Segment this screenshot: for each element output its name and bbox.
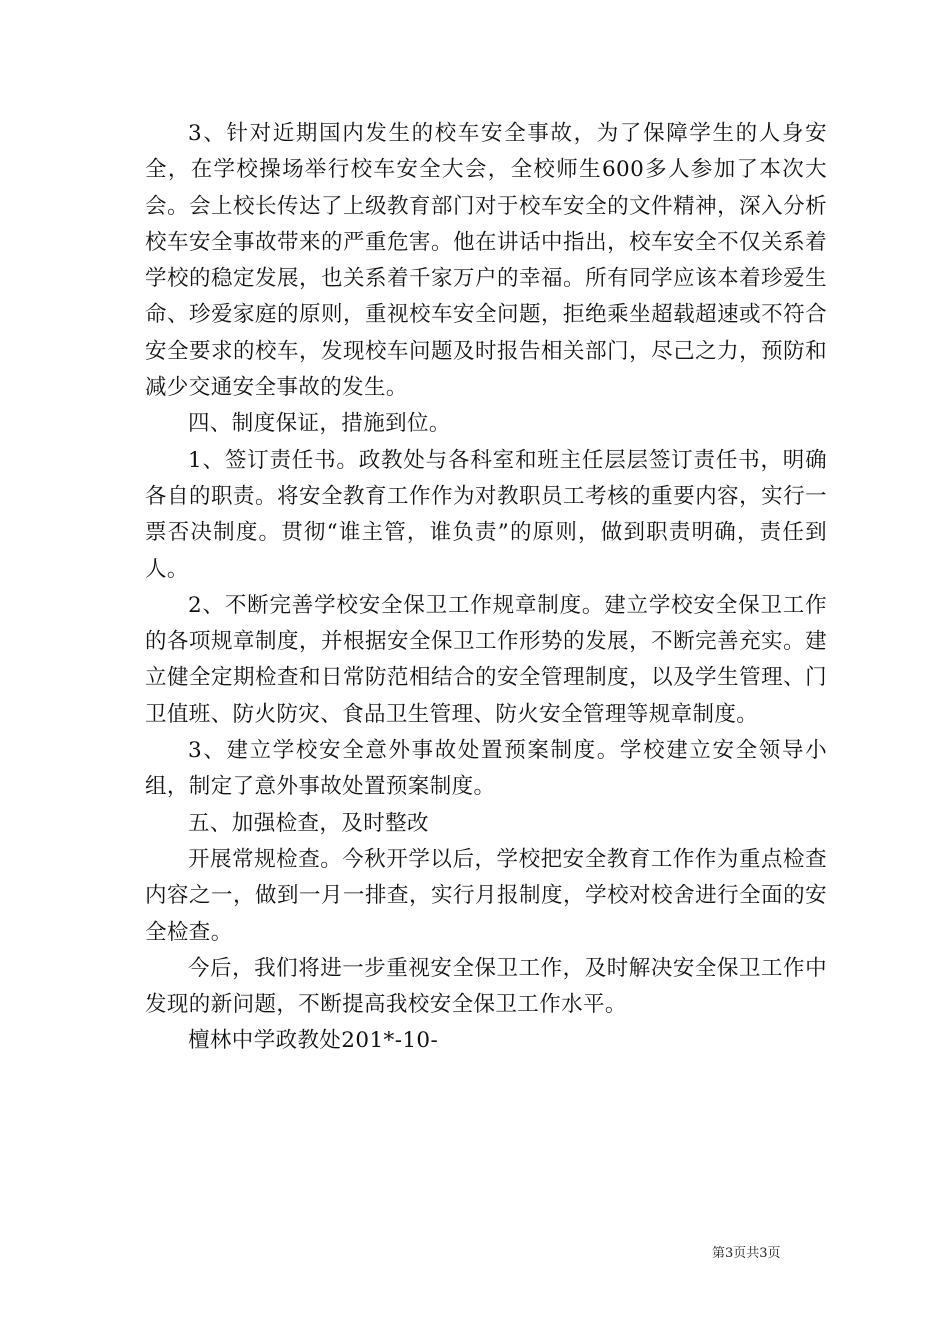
paragraph-routine-inspection: 开展常规检查。今秋开学以后，学校把安全教育工作作为重点检查内容之一，做到一月一排查，实行月报制度，学校对校舍进行全面的安全检查。: [145, 846, 827, 945]
paragraph-responsibility-letter: 1、签订责任书。政教处与各科室和班主任层层签订责任书，明确各自的职责。将安全教育工作作为对教职员工考核的重要内容，实行一票否决制度。贯彻“谁主管，谁负责”的原则，做到职责明确，责任到人。: [145, 447, 827, 582]
paragraph-future-work: 今后，我们将进一步重视安全保卫工作，及时解决安全保卫工作中发现的新问题，不断提高我校安全保卫工作水平。: [145, 955, 827, 1018]
paragraph-school-bus-safety: 3、针对近期国内发生的校车安全事故，为了保障学生的人身安全，在学校操场举行校车安全大会，全校师生600多人参加了本次大会。会上校长传达了上级教育部门对于校车安全的文件精神，深入分析校车安全事故带来的严重危害。他在讲话中指出，校车安全不仅关系着学校的稳定发展，也关系着千家万户的幸福。所有同学应该本着珍爱生命、珍爱家庭的原则，重视校车安全问题，拒绝乘坐超载超速或不符合安全要求的校车，发现校车问题及时报告相关部门，尽己之力，预防和减少交通安全事故的发生。: [145, 121, 827, 401]
section-heading-inspection: 五、加强检查，及时整改: [188, 810, 429, 836]
signature-line: 檀林中学政教处201*-10-: [188, 1028, 439, 1054]
page-number-footer: 第3页共3页: [712, 1246, 781, 1261]
document-body: [145, 116, 827, 1060]
section-heading-system-guarantee: 四、制度保证，措施到位。: [188, 411, 451, 437]
paragraph-emergency-plan: 3、建立学校安全意外事故处置预案制度。学校建立安全领导小组，制定了意外事故处置预案制度。: [145, 738, 827, 800]
paragraph-rules-and-regulations: 2、不断完善学校安全保卫工作规章制度。建立学校安全保卫工作的各项规章制度，并根据安全保卫工作形势的发展，不断完善充实。建立健全定期检查和日常防范相结合的安全管理制度，以及学生管理、门卫值班、防火防灾、食品卫生管理、防火安全管理等规章制度。: [145, 592, 827, 727]
